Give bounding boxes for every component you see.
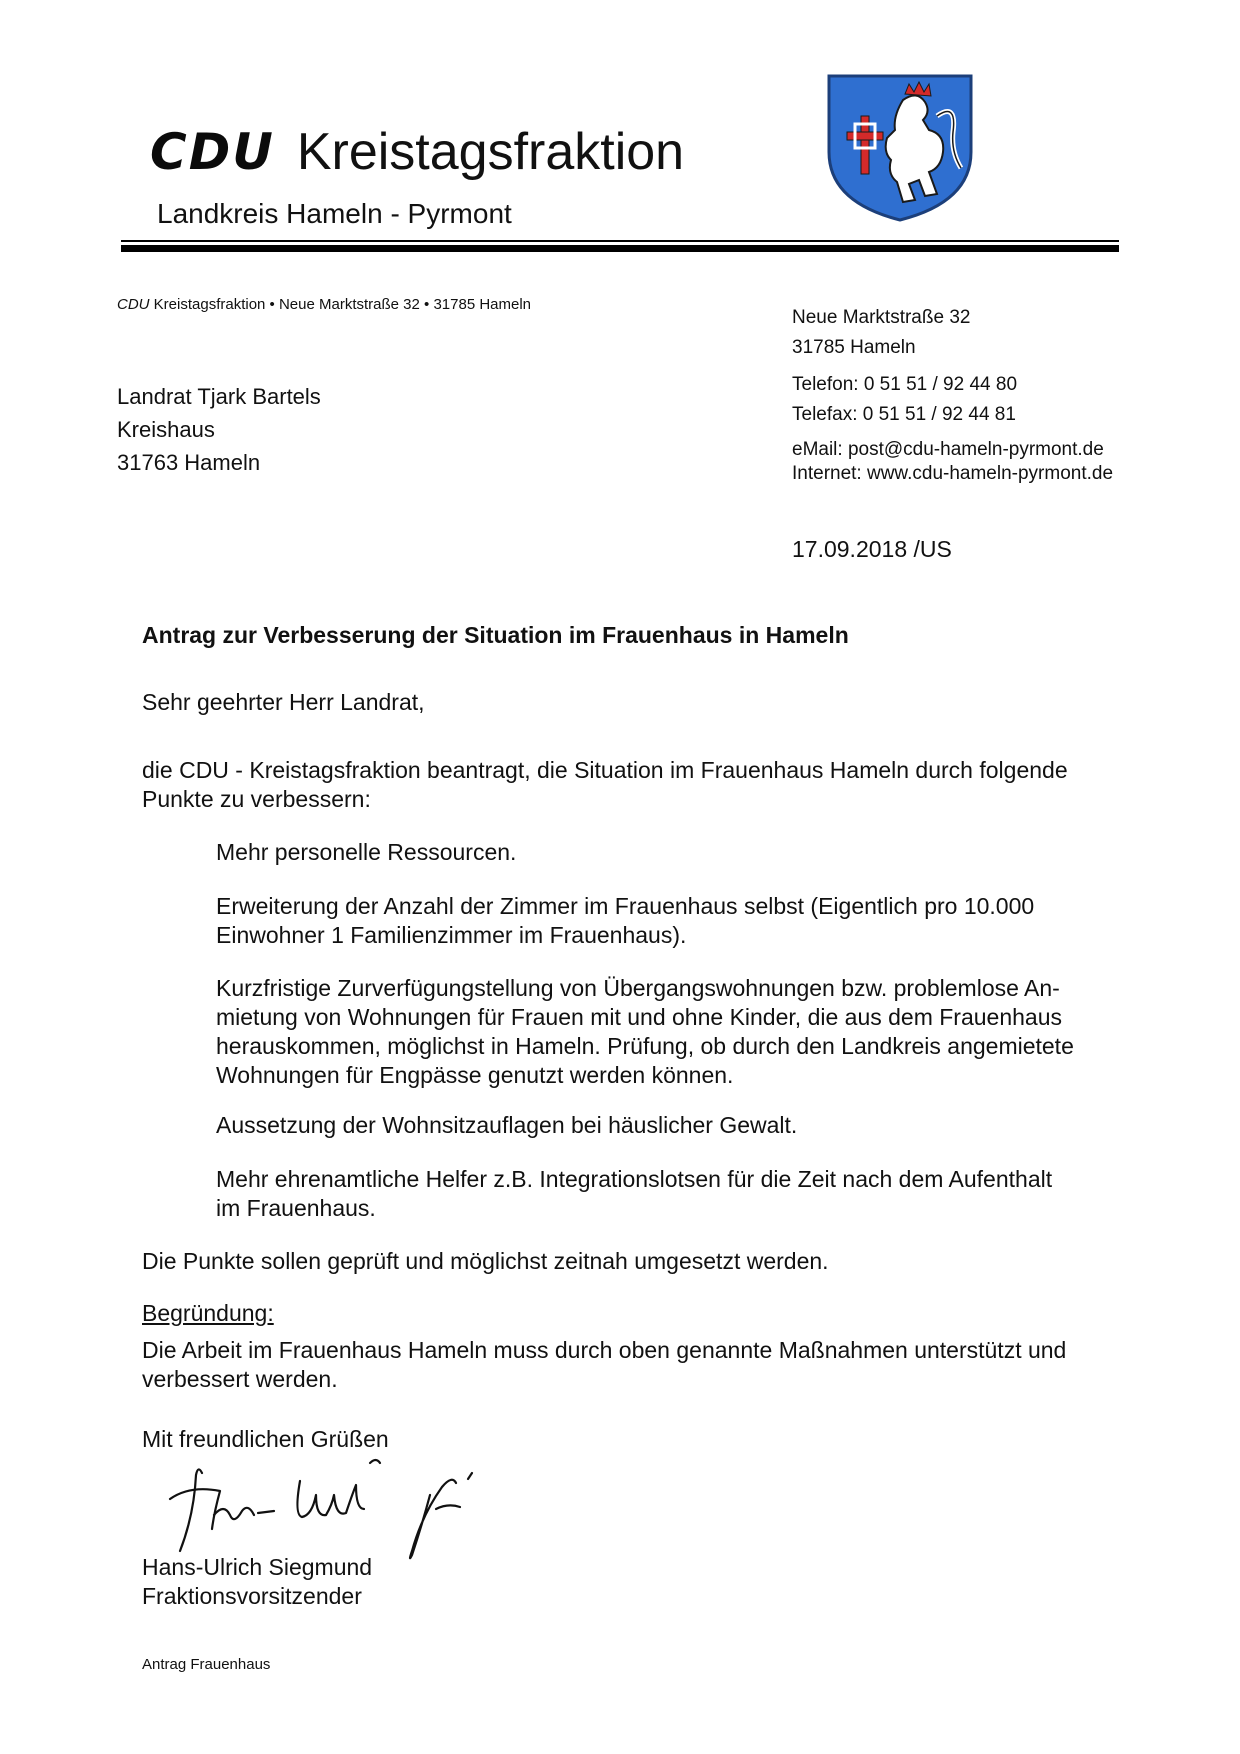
begruendung-section	[142, 1299, 1066, 1394]
point-item	[216, 892, 1146, 950]
contact-telefon: Telefon: 0 51 51 / 92 44 80	[792, 374, 1018, 395]
point-item	[216, 1111, 1146, 1140]
point-line: mietung von Wohnungen für Frauen mit und ohne Kinder, die aus dem Frauenhaus	[216, 1004, 1063, 1030]
intro-line: Punkte zu verbessern:	[142, 786, 371, 812]
intro-paragraph	[142, 756, 1068, 814]
contact-email: eMail: post@cdu-hameln-pyrmont.de	[792, 439, 1104, 460]
point-line: Aussetzung der Wohnsitzauflagen bei häuslicher Gewalt.	[216, 1112, 798, 1138]
point-line: Mehr personelle Ressourcen.	[216, 839, 517, 865]
contact-street: Neue Marktstraße 32	[792, 307, 971, 328]
sender-line-rest: Kreistagsfraktion • Neue Marktstraße 32 • 31785 Hameln	[149, 296, 532, 313]
header-rule-thick	[121, 245, 1119, 252]
letterhead-title	[150, 122, 684, 182]
sender-line-cdu: CDU	[117, 296, 150, 313]
coat-of-arms-icon	[825, 72, 975, 224]
begruendung-line: Die Arbeit im Frauenhaus Hameln muss durch oben genannte Maßnahmen unterstützt und	[142, 1337, 1067, 1363]
point-line: im Frauenhaus.	[216, 1195, 376, 1221]
header-rule-thin	[121, 240, 1119, 242]
signatory-role: Fraktionsvorsitzender	[142, 1583, 362, 1609]
point-item	[216, 1165, 1146, 1223]
point-line: Kurzfristige Zurverfügungstellung von Übergangswohnungen bzw. problemlose An-	[216, 975, 1060, 1001]
point-line: herauskommen, möglichst in Hameln. Prüfung, ob durch den Landkreis angemietete	[216, 1033, 1074, 1059]
recipient-name: Landrat Tjark Bartels	[117, 384, 321, 409]
landkreis-subtitle: Landkreis Hameln - Pyrmont	[157, 198, 512, 229]
closing-statement: Die Punkte sollen geprüft und möglichst zeitnah umgesetzt werden.	[142, 1248, 829, 1274]
point-line: Einwohner 1 Familienzimmer im Frauenhaus).	[216, 922, 687, 948]
letter-date: 17.09.2018 /US	[792, 536, 952, 562]
sender-address-line	[117, 296, 531, 313]
recipient-building: Kreishaus	[117, 417, 215, 442]
point-line: Erweiterung der Anzahl der Zimmer im Frauenhaus selbst (Eigentlich pro 10.000	[216, 893, 1035, 919]
signature-image	[150, 1455, 530, 1565]
recipient-city: 31763 Hameln	[117, 450, 261, 475]
cdu-logo-text: CDU	[150, 123, 275, 181]
greeting: Mit freundlichen Grüßen	[142, 1426, 389, 1452]
footer-reference: Antrag Frauenhaus	[142, 1656, 271, 1673]
kreistagsfraktion-title: Kreistagsfraktion	[296, 123, 685, 181]
contact-internet: Internet: www.cdu-hameln-pyrmont.de	[792, 463, 1114, 484]
contact-telefax: Telefax: 0 51 51 / 92 44 81	[792, 404, 1016, 425]
contact-city: 31785 Hameln	[792, 337, 916, 358]
signatory-name: Hans-Ulrich Siegmund	[142, 1554, 373, 1580]
point-item	[216, 974, 1146, 1090]
letter-subject: Antrag zur Verbesserung der Situation im Frauenhaus in Hameln	[142, 622, 849, 648]
point-line: Mehr ehrenamtliche Helfer z.B. Integrationslotsen für die Zeit nach dem Aufenthalt	[216, 1166, 1053, 1192]
point-line: Wohnungen für Engpässe genutzt werden können.	[216, 1062, 734, 1088]
intro-line: die CDU - Kreistagsfraktion beantragt, die Situation im Frauenhaus Hameln durch folgende	[142, 757, 1068, 783]
begruendung-line: verbessert werden.	[142, 1366, 338, 1392]
point-item	[216, 838, 1146, 867]
salutation: Sehr geehrter Herr Landrat,	[142, 689, 425, 715]
begruendung-label: Begründung:	[142, 1300, 274, 1326]
